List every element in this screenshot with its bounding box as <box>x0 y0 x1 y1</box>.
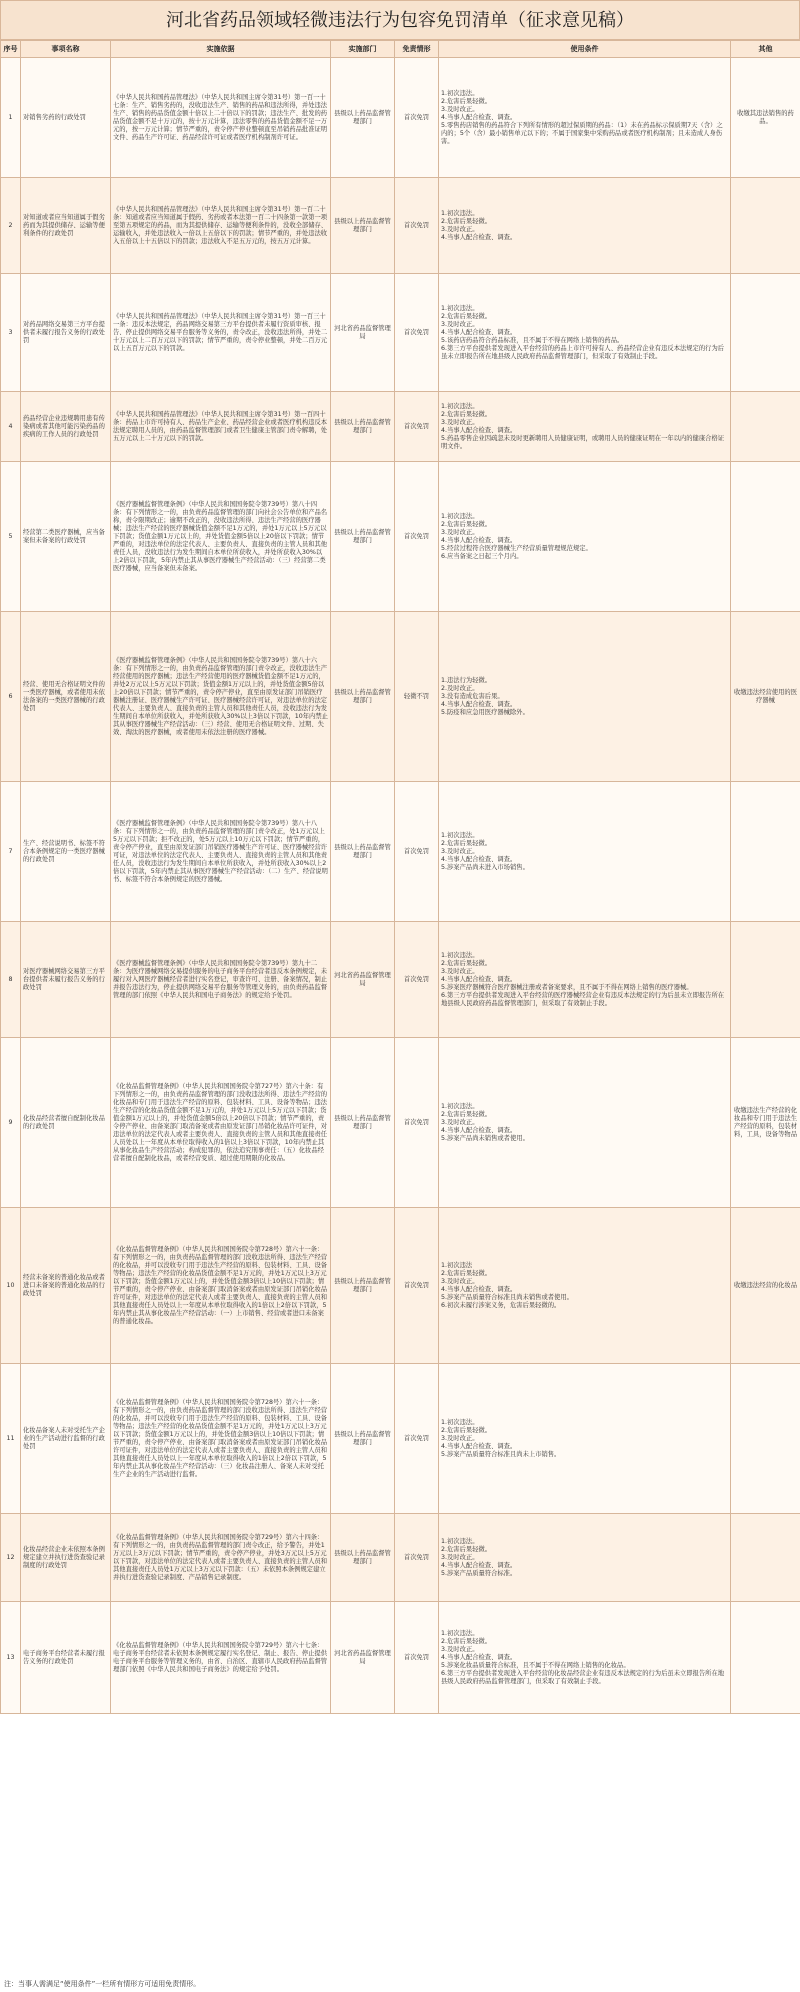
row-dept: 县级以上药品监督管理部门 <box>331 1514 395 1602</box>
row-other <box>731 178 800 274</box>
penalty-exemption-table <box>0 40 800 1714</box>
row-basis: 《化妆品监督管理条例》（中华人民共和国国务院令第728号）第六十一条：有下列情形之一的，由负责药品监督管理的部门没收违法所得、违法生产经营的化妆品，并可以没收专门用于违法生产经营的原料、包装材料、工具、设备等物品；违法生产经营的化妆品货值金额不足1万元的，并处1万元以上3万元以下罚款；货值金额1万元以上的，并处货值金额3倍以上10倍以下罚款；情节严重的，责令停产停业、由备案部门取消备案或者由原发证部门吊销化妆品许可证件，对违法单位的法定代表人或者主要负责人、直接负责的主管人员和其他直接责任人员处以上一年度从本单位取得收入的1倍以上2倍以下罚款，5年内禁止其从事化妆品生产经营活动：（三）化妆品注册人、备案人未对受托生产企业的生产活动进行监督。 <box>111 1364 331 1514</box>
row-item: 生产、经营说明书、标签不符合本条例规定的一类医疗器械的行政处罚 <box>21 782 111 922</box>
row-other <box>731 274 800 392</box>
row-cond: 1.初次违法。 2.危害后果轻微。 3.及时改正。 4.当事人配合检查、调查。 5.涉案产品质量符合标准且尚未上市销售。 <box>439 1364 731 1514</box>
row-item: 经营、使用无合格证明文件的一类医疗器械，或者使用未依法备案的一类医疗器械的行政处罚 <box>21 612 111 782</box>
row-basis: 《化妆品监督管理条例》（中华人民共和国国务院令第727号）第六十条：有下列情形之一的，由负责药品监督管理的部门没收违法所得、违法生产经营的化妆品和专门用于违法生产经营的原料、包装材料、工具、设备等物品；违法生产经营的化妆品货值金额不足1万元的，并处1万元以上5万元以下罚款；货值金额1万元以上的，并处货值金额5倍以上20倍以下罚款；情节严重的，责令停产停业、由备案部门取消备案或者由原发证部门吊销化妆品许可证件，对违法单位的法定代表人或者主要负责人、直接负责的主管人员和其他直接责任人员处以上一年度从本单位取得收入的1倍以上3倍以下罚款，10年内禁止其从事化妆品生产经营活动；构成犯罪的，依法追究刑事责任：（五）化妆品经营者擅自配制化妆品，或者经营变质、超过使用期限的化妆品。 <box>111 1038 331 1208</box>
table-row <box>1 58 800 178</box>
row-type: 首次免罚 <box>395 1038 439 1208</box>
row-item: 对销售劣药的行政处罚 <box>21 58 111 178</box>
row-item: 对医疗器械网络交易第三方平台提供者未履行报告义务的行政处罚 <box>21 922 111 1038</box>
row-no: 12 <box>1 1514 21 1602</box>
row-type: 首次免罚 <box>395 1514 439 1602</box>
row-type: 首次免罚 <box>395 1602 439 1714</box>
header-no: 序号 <box>1 41 21 58</box>
row-no: 13 <box>1 1602 21 1714</box>
row-other: 收缴其违法销售的药品。 <box>731 58 800 178</box>
row-item: 对知道或者应当知道属于假劣药而为其提供储存、运输等便利条件的行政处罚 <box>21 178 111 274</box>
row-other <box>731 1514 800 1602</box>
row-item: 经营未备案的普通化妆品或者进口未备案的普通化妆品的行政处罚 <box>21 1208 111 1364</box>
row-basis: 《医疗器械监督管理条例》（中华人民共和国国务院令第739号）第八十四条：有下列情形之一的，由负责药品监督管理的部门向社会公告单位和产品名称，责令限期改正；逾期不改正的，没收违法所得、违法生产经营的医疗器械；违法生产经营的医疗器械货值金额不足1万元的，并处1万元以上5万元以下罚款；货值金额1万元以上的，并处货值金额5倍以上20倍以下罚款；情节严重的，对违法单位的法定代表人、主要负责人、直接负责的主管人员和其他责任人员，没收违法行为发生期间自本单位所获收入，并处所获收入30%以上2倍以下罚款，5年内禁止其从事医疗器械生产经营活动：（三）经营第二类医疗器械，应当备案但未备案。 <box>111 462 331 612</box>
row-item: 药品经营企业违规聘用患有传染病或者其他可能污染药品的疾病的工作人员的行政处罚 <box>21 392 111 462</box>
row-dept: 河北省药品监督管理局 <box>331 274 395 392</box>
row-no: 2 <box>1 178 21 274</box>
row-cond: 1.初次违法。 2.危害后果轻微。 3.及时改正。 4.当事人配合检查、调查。 5.药品零售企业因疏忽未及时更新聘用人员健康证明，或聘用人员的健康证明在一年以内的健康合格证明文件。 <box>439 392 731 462</box>
row-cond: 1.初次违法。 2.危害后果轻微。 3.及时改正。 4.当事人配合检查、调查。 5.涉案医疗器械符合医疗器械注册或者备案要求，且不属于不得在网络上销售的医疗器械。 6.第三方平台提供者发现进入平台经营的医疗器械经营企业有违反本法规定的行为后虽未立即报告所在地县级人民政府药品监督管理部门，但采取了有效制止手段。 <box>439 922 731 1038</box>
header-type: 免责情形 <box>395 41 439 58</box>
table-row <box>1 392 800 462</box>
row-cond: 1.初次违法。 2.危害后果轻微。 3.及时改正。 4.当事人配合检查、调查。 5.零售药店销售的药品符合下列所有情形的超过保质期的药品：（1）未在药品标示保质期7天（含）之内的；5个（含）最小销售单元以下的；不属于国家集中采购药品或者医疗机构制剂；且未造成人身伤害。 <box>439 58 731 178</box>
row-cond: 1.初次违法。 2.危害后果轻微。 3.及时改正。 4.当事人配合检查、调查。 5.涉案化妆品质量符合标准，且不属于不得在网络上销售的化妆品。 6.第三方平台提供者发现进入平台经营的化妆品经营企业有违反本法规定的行为后虽未立即报告所在地县级人民政府药品监督管理部门，但采取了有效制止手段。 <box>439 1602 731 1714</box>
header-other: 其他 <box>731 41 800 58</box>
table-row <box>1 922 800 1038</box>
row-no: 5 <box>1 462 21 612</box>
row-dept: 县级以上药品监督管理部门 <box>331 782 395 922</box>
row-other <box>731 1602 800 1714</box>
row-basis: 《医疗器械监督管理条例》（中华人民共和国国务院令第739号）第九十二条：为医疗器械网络交易提供服务的电子商务平台经营者违反本条例规定，未履行对入网医疗器械经营者进行实名登记，审查许可、注册、备案情况，制止并报告违法行为，停止提供网络交易平台服务等管理义务的，由负责药品监督管理的部门依照《中华人民共和国电子商务法》的规定给予处罚。 <box>111 922 331 1038</box>
table-row <box>1 1514 800 1602</box>
row-other <box>731 782 800 922</box>
row-cond: 1.初次违法 2.危害后果轻微。 3.及时改正。 4.当事人配合检查、调查。 5.涉案产品质量符合标准且尚未销售或者使用。 6.初次未履行涉案义务，危害后果轻微的。 <box>439 1208 731 1364</box>
row-basis: 《化妆品监督管理条例》（中华人民共和国国务院令第729号）第六十七条：电子商务平台经营者未依照本条例规定履行实名登记、制止、报告、停止提供电子商务平台服务等管理义务的，由省、自治区、直辖市人民政府药品监督管理部门依照《中华人民共和国电子商务法》的规定给予处罚。 <box>111 1602 331 1714</box>
row-type: 首次免罚 <box>395 178 439 274</box>
row-dept: 河北省药品监督管理局 <box>331 922 395 1038</box>
row-item: 化妆品经营企业未依照本条例规定建立并执行进货查验记录制度的行政处罚 <box>21 1514 111 1602</box>
row-basis: 《化妆品监督管理条例》（中华人民共和国国务院令第729号）第六十四条：有下列情形之一的，由负责药品监督管理的部门责令改正，给予警告，并处1万元以上3万元以下罚款；情节严重的，责令停产停业，并处3万元以上5万元以下罚款，对违法单位的法定代表人或者主要负责人、直接负责的主管人员和其他直接责任人员处1万元以上3万元以下罚款：（五）未依照本条例规定建立并执行进货查验记录制度、产品销售记录制度。 <box>111 1514 331 1602</box>
row-no: 4 <box>1 392 21 462</box>
row-type: 首次免罚 <box>395 392 439 462</box>
row-basis: 《医疗器械监督管理条例》（中华人民共和国国务院令第739号）第八十八条：有下列情形之一的，由负责药品监督管理的部门责令改正，处1万元以上5万元以下罚款；拒不改正的，处5万元以上10万元以下罚款；情节严重的，责令停产停业，直至由原发证部门吊销医疗器械生产许可证、医疗器械经营许可证，对违法单位的法定代表人、主要负责人、直接负责的主管人员和其他责任人员，没收违法行为发生期间自本单位所获收入，并处所获收入30%以上2倍以下罚款，5年内禁止其从事医疗器械生产经营活动：（二）生产、经营说明书、标签不符合本条例规定的医疗器械。 <box>111 782 331 922</box>
header-dept: 实施部门 <box>331 41 395 58</box>
table-header-row <box>1 41 800 58</box>
header-basis: 实施依据 <box>111 41 331 58</box>
row-dept: 县级以上药品监督管理部门 <box>331 1208 395 1364</box>
table-row <box>1 274 800 392</box>
row-item: 对药品网络交易第三方平台提供者未履行报告义务的行政处罚 <box>21 274 111 392</box>
row-cond: 1.初次违法。 2.危害后果轻微。 3.及时改正。 4.当事人配合检查、调查。 <box>439 178 731 274</box>
row-type: 首次免罚 <box>395 462 439 612</box>
table-row <box>1 178 800 274</box>
row-no: 6 <box>1 612 21 782</box>
row-other <box>731 392 800 462</box>
table-row <box>1 1602 800 1714</box>
row-type: 首次免罚 <box>395 782 439 922</box>
row-dept: 河北省药品监督管理局 <box>331 1602 395 1714</box>
header-item: 事项名称 <box>21 41 111 58</box>
row-item: 化妆品备案人未对受托生产企业的生产活动进行监督的行政处罚 <box>21 1364 111 1514</box>
row-dept: 县级以上药品监督管理部门 <box>331 178 395 274</box>
row-cond: 1.初次违法。 2.危害后果轻微。 3.及时改正。 4.当事人配合检查、调查。 5.该药店药品符合药品标准，且不属于不得在网络上销售的药品。 6.第三方平台提供者发现进入平台经营的药品上市许可持有人、药品经营企业有违反本法规定的行为后虽未立即报告所在地县级人民政府药品监督管理部门，但采取了有效制止手段。 <box>439 274 731 392</box>
row-type: 首次免罚 <box>395 922 439 1038</box>
row-other <box>731 1364 800 1514</box>
row-no: 7 <box>1 782 21 922</box>
row-dept: 县级以上药品监督管理部门 <box>331 462 395 612</box>
header-cond: 使用条件 <box>439 41 731 58</box>
row-cond: 1.初次违法。 2.危害后果轻微。 3.及时改正。 4.当事人配合检查、调查。 5.涉案产品质量符合标准。 <box>439 1514 731 1602</box>
row-item: 化妆品经营者擅自配制化妆品的行政处罚 <box>21 1038 111 1208</box>
row-basis: 《医疗器械监督管理条例》（中华人民共和国国务院令第739号）第八十六条：有下列情形之一的，由负责药品监督管理的部门责令改正，没收违法生产经营使用的医疗器械；违法生产经营使用的医疗器械货值金额不足1万元的，并处2万元以上5万元以下罚款；货值金额1万元以上的，并处货值金额5倍以上20倍以下罚款；情节严重的，责令停产停业，直至由原发证部门吊销医疗器械注册证、医疗器械生产许可证、医疗器械经营许可证，对违法单位的法定代表人、主要负责人、直接负责的主管人员和其他责任人员，没收违法行为发生期间自本单位所获收入，并处所获收入30%以上3倍以下罚款，10年内禁止其从事医疗器械生产经营活动：（三）经营、使用无合格证明文件、过期、失效、淘汰的医疗器械，或者使用未依法注册的医疗器械。 <box>111 612 331 782</box>
row-basis: 《中华人民共和国药品管理法》（中华人民共和国主席令第31号）第一百一十七条：生产、销售劣药的，没收违法生产、销售的药品和违法所得，并处违法生产、销售的药品货值金额十倍以上二十倍以下的罚款；违法生产、批发的药品货值金额不足十万元的，按十万元计算，违法零售的药品货值金额不足一万元的，按一万元计算；情节严重的，责令停产停业整顿直至吊销药品批准证明文件、药品生产许可证、药品经营许可证或者医疗机构制剂许可证。 <box>111 58 331 178</box>
row-basis: 《化妆品监督管理条例》（中华人民共和国国务院令第728号）第六十一条：有下列情形之一的，由负责药品监督管理的部门没收违法所得、违法生产经营的化妆品，并可以没收专门用于违法生产经营的原料、包装材料、工具、设备等物品；违法生产经营的化妆品货值金额不足1万元的，并处1万元以上3万元以下罚款；货值金额1万元以上的，并处货值金额3倍以上10倍以下罚款；情节严重的，责令停产停业、由备案部门取消备案或者由原发证部门吊销化妆品许可证件，对违法单位的法定代表人或者主要负责人、直接负责的主管人员和其他直接责任人员处以上一年度从本单位取得收入的1倍以上2倍以下罚款，5年内禁止其从事化妆品生产经营活动：（一）上市销售、经营或者进口未备案的普通化妆品。 <box>111 1208 331 1364</box>
row-no: 3 <box>1 274 21 392</box>
row-cond: 1.初次违法。 2.危害后果轻微。 3.及时改正。 4.当事人配合检查、调查。 5.涉案产品尚未销售或者使用。 <box>439 1038 731 1208</box>
row-type: 首次免罚 <box>395 1364 439 1514</box>
table-row <box>1 1038 800 1208</box>
table-row <box>1 1364 800 1514</box>
row-basis: 《中华人民共和国药品管理法》（中华人民共和国主席令第31号）第一百四十条：药品上市许可持有人、药品生产企业、药品经营企业或者医疗机构违反本法规定聘用人员的，由药品监督管理部门或者卫生健康主管部门责令解聘，处五万元以上二十万元以下的罚款。 <box>111 392 331 462</box>
row-basis: 《中华人民共和国药品管理法》（中华人民共和国主席令第31号）第一百二十条：知道或者应当知道属于假药、劣药或者本法第一百二十四条第一款第一项至第五项规定的药品，而为其提供储存、运输等便利条件的，没收全部储存、运输收入，并处违法收入一倍以上五倍以下的罚款；情节严重的，并处违法收入五倍以上十五倍以下的罚款；违法收入不足五万元的，按五万元计算。 <box>111 178 331 274</box>
page-title: 河北省药品领域轻微违法行为包容免罚清单（征求意见稿） <box>0 0 800 40</box>
row-other <box>731 922 800 1038</box>
table-row <box>1 462 800 612</box>
row-dept: 县级以上药品监督管理部门 <box>331 392 395 462</box>
row-type: 首次免罚 <box>395 58 439 178</box>
footnote: 注：当事人需满足“使用条件”一栏所有情形方可适用免责情形。 <box>4 1980 201 1988</box>
table-row <box>1 782 800 922</box>
row-type: 首次免罚 <box>395 274 439 392</box>
row-type: 轻微不罚 <box>395 612 439 782</box>
table-row <box>1 1208 800 1364</box>
row-other: 收缴违法经营使用的医疗器械 <box>731 612 800 782</box>
row-no: 10 <box>1 1208 21 1364</box>
row-dept: 县级以上药品监督管理部门 <box>331 58 395 178</box>
row-no: 11 <box>1 1364 21 1514</box>
row-item: 经营第二类医疗器械，应当备案但未备案的行政处罚 <box>21 462 111 612</box>
row-type: 首次免罚 <box>395 1208 439 1364</box>
row-dept: 县级以上药品监督管理部门 <box>331 1038 395 1208</box>
row-cond: 1.违法行为轻微。 2.及时改正。 3.没有造成危害后果。 4.当事人配合检查、调查。 5.防疫和应急用医疗器械除外。 <box>439 612 731 782</box>
row-other <box>731 462 800 612</box>
row-cond: 1.初次违法。 2.危害后果轻微。 3.及时改正。 4.当事人配合检查、调查。 5.经营过程符合医疗器械生产经营质量管理规范规定。 6.应当备案之日起三个月内。 <box>439 462 731 612</box>
row-other: 收缴违法经营的化妆品 <box>731 1208 800 1364</box>
row-cond: 1.初次违法。 2.危害后果轻微。 3.及时改正。 4.当事人配合检查、调查。 5.涉案产品尚未进入市场销售。 <box>439 782 731 922</box>
row-no: 1 <box>1 58 21 178</box>
row-no: 9 <box>1 1038 21 1208</box>
row-basis: 《中华人民共和国药品管理法》（中华人民共和国主席令第31号）第一百三十一条：违反本法规定，药品网络交易第三方平台提供者未履行资质审核、报告、停止提供网络交易平台服务等义务的，责令改正，没收违法所得，并处二十万元以上二百万元以下的罚款；情节严重的，责令停业整顿，并处二百万元以上五百万元以下的罚款。 <box>111 274 331 392</box>
row-other: 收缴违法生产经营的化妆品和专门用于违法生产经营的原料，包装材料，工具，设备等物品 <box>731 1038 800 1208</box>
row-dept: 县级以上药品监督管理部门 <box>331 612 395 782</box>
table-row <box>1 612 800 782</box>
row-item: 电子商务平台经营者未履行报告义务的行政处罚 <box>21 1602 111 1714</box>
row-no: 8 <box>1 922 21 1038</box>
row-dept: 县级以上药品监督管理部门 <box>331 1364 395 1514</box>
